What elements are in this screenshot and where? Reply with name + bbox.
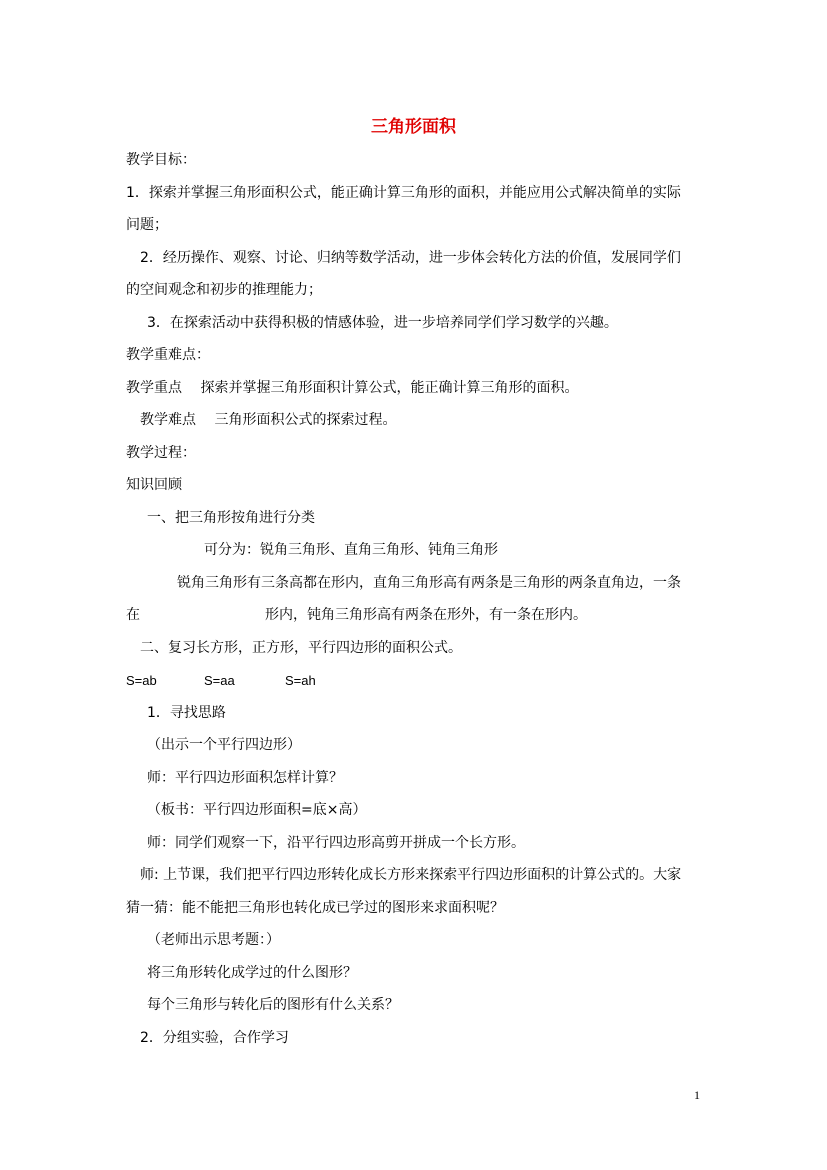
review-item-1: 一、把三角形按角进行分类 xyxy=(147,510,315,526)
heights-line-2-end: 形内，钝角三角形高有两条在形外，有一条在形内。 xyxy=(265,607,587,623)
goals-heading: 教学目标： xyxy=(126,152,196,168)
goal-1-line-1: 1．探索并掌握三角形面积公式，能正确计算三角形的面积，并能应用公式解决简单的实际 xyxy=(126,185,681,201)
heights-line-1: 锐角三角形有三条高都在形内，直角三角形高有两条是三角形的两条直角边，一条 xyxy=(177,575,681,591)
goal-2-line-2: 的空间观念和初步的推理能力； xyxy=(126,282,322,298)
process-heading: 教学过程： xyxy=(126,445,196,461)
goal-2-line-1: 2．经历操作、观察、讨论、归纳等数学活动，进一步体会转化方法的价值，发展同学们 xyxy=(140,250,681,266)
think-question-1: 将三角形转化成学过的什么图形？ xyxy=(147,965,357,981)
teacher-question-1: 师：平行四边形面积怎样计算？ xyxy=(147,770,343,786)
formula-parallelogram: S=ah xyxy=(285,673,316,688)
show-parallelogram: （出示一个平行四边形） xyxy=(147,737,301,753)
think-question-2: 每个三角形与转化后的图形有什么关系？ xyxy=(147,997,399,1013)
review-classes: 可分为：锐角三角形、直角三角形、钝角三角形 xyxy=(204,542,498,558)
teacher-question-2: 师：同学们观察一下，沿平行四边形高剪开拼成一个长方形。 xyxy=(147,835,525,851)
heights-line-2-start: 在 xyxy=(126,607,140,623)
document-title: 三角形面积 xyxy=(371,117,456,137)
formula-rectangle: S=ab xyxy=(126,673,157,688)
key-points-heading: 教学重难点： xyxy=(126,347,210,363)
think-intro: （老师出示思考题：） xyxy=(147,932,280,948)
key-point: 教学重点 探索并掌握三角形面积计算公式，能正确计算三角形的面积。 xyxy=(126,380,579,396)
board-note: （板书：平行四边形面积=底×高） xyxy=(147,802,367,818)
review-heading: 知识回顾 xyxy=(126,477,182,493)
page-number: 1 xyxy=(694,1088,700,1102)
goal-1-line-2: 问题； xyxy=(126,217,168,233)
difficult-point: 教学难点 三角形面积公式的探索过程。 xyxy=(140,412,397,428)
goal-3: 3．在探索活动中获得积极的情感体验，进一步培养同学们学习数学的兴趣。 xyxy=(147,315,618,331)
teacher-question-3-line-1: 师: 上节课，我们把平行四边形转化成长方形来探索平行四边形面积的计算公式的。大家 xyxy=(140,867,682,883)
formula-square: S=aa xyxy=(204,673,235,688)
step-2-heading: 2．分组实验，合作学习 xyxy=(140,1030,289,1046)
teacher-question-3-line-2: 猜一猜：能不能把三角形也转化成已学过的图形来求面积呢？ xyxy=(126,900,504,916)
step-1-heading: 1．寻找思路 xyxy=(147,705,226,721)
review-item-2: 二、复习长方形，正方形，平行四边形的面积公式。 xyxy=(140,640,462,656)
